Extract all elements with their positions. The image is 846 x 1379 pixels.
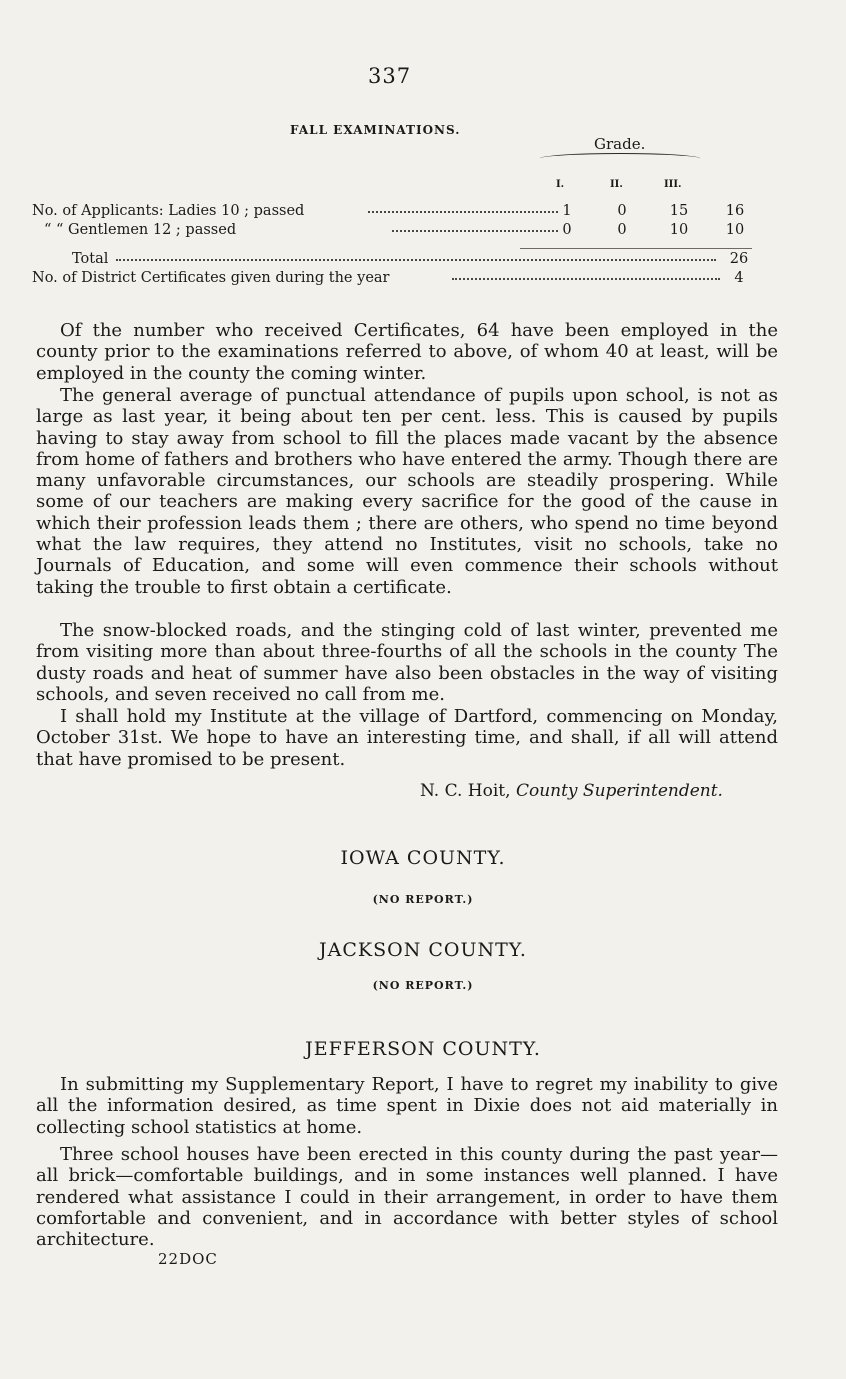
district-label: No. of District Certificates given during the year: [32, 270, 390, 286]
grade-2-value: 0: [617, 222, 627, 238]
paragraph-attendance: The general average of punctual attendance of pupils upon school, is not as large as last year, it being about ten per cent. less. This is caused by pupils having to stay away from school to fill the places made vacant by the absence from home of fathers and brothers who have entered the army. Though there are many unfavorable circumstances, our schools are steadily prospering. While some of our teachers are making every sacrifice for the good of the cause in which their profession leads them ; there are others, who spend no time beyond what the law requires, they attend no Institutes, visit no schools, take no Journals of Education, and some will even commence their schools without taking the trouble to first obtain a certificate.: [36, 385, 778, 598]
row-label: “ “ Gentlemen 12 ; passed: [44, 222, 237, 238]
table-row-total: [32, 251, 752, 271]
jackson-county-heading: JACKSON COUNTY.: [319, 939, 527, 961]
sum-rule: [520, 248, 752, 249]
dot-leader: [452, 278, 720, 280]
grade-1-value: 0: [562, 222, 572, 238]
table-row-district: [32, 270, 752, 290]
grade-1-value: 1: [562, 203, 572, 219]
paragraph-institute: I shall hold my Institute at the village of Dartford, commencing on Monday, October 31st. We hope to have an interesting time, and shall, if all will attend that have promised to be present.: [36, 706, 778, 770]
paragraph-certificates: Of the number who received Certificates, 64 have been employed in the county prior to the examinations referred to above, of whom 40 at least, will be employed in the county the coming winter.: [36, 320, 778, 384]
dot-leader: [116, 259, 716, 261]
row-label: No. of Applicants: Ladies 10 ; passed: [32, 203, 305, 219]
signature: [420, 781, 723, 801]
paragraph-roads: The snow-blocked roads, and the stinging cold of last winter, prevented me from visiting more than about three-fourths of all the schools in the county The dusty roads and heat of summer have also been obstacles in the way of visiting schools, and seven received no call from me.: [36, 620, 778, 705]
sheet-mark: 22DOC: [158, 1250, 218, 1268]
dot-leader: [392, 230, 558, 232]
total-label: Total: [72, 251, 109, 267]
paragraph-school-houses: Three school houses have been erected in this county during the past year—all brick—comfortable buildings, and in some instances well planned. I have rendered what assistance I could in their arrangement, in order to have them comfortable and convenient, and in accordance with better styles of school architecture.: [36, 1144, 778, 1251]
grade-column-3: III.: [664, 179, 682, 190]
grade-3-value: 10: [669, 222, 689, 238]
iowa-county-heading: IOWA COUNTY.: [340, 847, 506, 869]
table-row-gentlemen: [32, 222, 752, 242]
district-value: 4: [734, 270, 744, 286]
page-number: 337: [368, 64, 412, 88]
signature-name: N. C. Hoit,: [420, 781, 511, 801]
row-total-value: 10: [725, 222, 745, 238]
table-row-ladies: [32, 203, 752, 223]
fall-examinations-title: FALL EXAMINATIONS.: [290, 123, 461, 137]
signature-role: County Superintendent.: [515, 781, 723, 801]
dot-leader: [368, 211, 558, 213]
jackson-no-report: (NO REPORT.): [372, 979, 474, 992]
grade-brace: [540, 153, 700, 164]
row-total-value: 16: [725, 203, 745, 219]
iowa-no-report: (NO REPORT.): [372, 893, 474, 906]
paragraph-supplementary: In submitting my Supplementary Report, I have to regret my inability to give all the information desired, as time spent in Dixie does not aid materially in collecting school statistics at home.: [36, 1074, 778, 1138]
grade-column-1: I.: [556, 179, 565, 190]
grade-3-value: 15: [669, 203, 689, 219]
grade-2-value: 0: [617, 203, 627, 219]
grade-column-2: II.: [610, 179, 623, 190]
jefferson-county-heading: JEFFERSON COUNTY.: [305, 1038, 541, 1060]
total-value: 26: [729, 251, 749, 267]
grade-label: Grade.: [594, 135, 646, 153]
